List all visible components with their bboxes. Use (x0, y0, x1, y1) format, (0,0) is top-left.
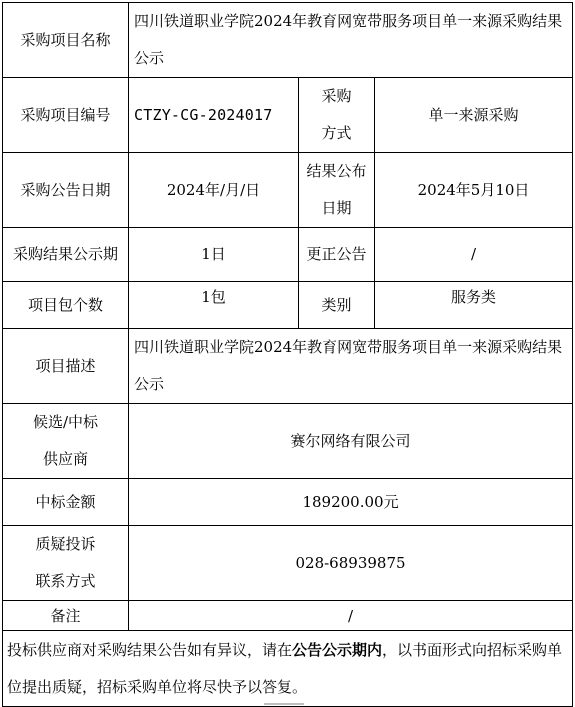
scroll-indicator (264, 703, 304, 705)
purchase-method-value: 单一来源采购 (375, 78, 573, 153)
row-result-period (3, 228, 573, 282)
correction-value: / (375, 228, 573, 282)
result-date-value: 2024年5月10日 (375, 153, 573, 228)
supplier-label-line1: 候选/中标 (32, 413, 99, 431)
project-number-label: 采购项目编号 (3, 78, 129, 153)
package-count-label: 项目包个数 (3, 282, 129, 329)
row-contact (3, 526, 573, 601)
row-notice (3, 631, 573, 707)
contact-label-line2: 联系方式 (35, 572, 96, 590)
announce-date-label: 采购公告日期 (3, 153, 129, 228)
remarks-value: / (129, 601, 573, 631)
row-amount (3, 479, 573, 526)
objection-notice (3, 631, 573, 707)
description-label: 项目描述 (3, 329, 129, 404)
project-number-value: CTZY-CG-2024017 (129, 78, 299, 153)
contact-value: 028-68939875 (129, 526, 573, 601)
row-package-count (3, 282, 573, 329)
purchase-method-label-line1: 采购 (321, 87, 352, 105)
description-value: 四川铁道职业学院2024年教育网宽带服务项目单一来源采购结果公示 (129, 329, 573, 404)
announce-date-value: 2024年/月/日 (129, 153, 299, 228)
package-count-value: 1包 (129, 282, 299, 329)
amount-value: 189200.00元 (129, 479, 573, 526)
amount-label: 中标金额 (3, 479, 129, 526)
purchase-method-label (299, 78, 375, 153)
row-remarks (3, 601, 573, 631)
result-date-label-line2: 日期 (321, 199, 352, 217)
row-announce-date (3, 153, 573, 228)
contact-label (3, 526, 129, 601)
correction-label: 更正公告 (299, 228, 375, 282)
purchase-method-label-line2: 方式 (321, 124, 352, 142)
result-period-label: 采购结果公示期 (3, 228, 129, 282)
row-description (3, 329, 573, 404)
result-date-label-line1: 结果公布 (306, 162, 367, 180)
row-project-number (3, 78, 573, 153)
notice-text-bold: 公告公示期内 (292, 640, 383, 659)
supplier-value: 赛尔网络有限公司 (129, 404, 573, 479)
category-label: 类别 (299, 282, 375, 329)
supplier-label-line2: 供应商 (42, 450, 88, 468)
notice-text-part2: ，以书面形式向招标采购单位提出质疑，招标采购单位将尽快予以答复。 (7, 640, 563, 696)
result-date-label (299, 153, 375, 228)
project-name-label: 采购项目名称 (3, 3, 129, 78)
notice-text-part1: 投标供应商对采购结果公告如有异议，请在 (7, 640, 293, 659)
category-value: 服务类 (375, 282, 573, 329)
procurement-result-table (2, 2, 573, 707)
supplier-label (3, 404, 129, 479)
row-supplier (3, 404, 573, 479)
project-name-value: 四川铁道职业学院2024年教育网宽带服务项目单一来源采购结果公示 (129, 3, 573, 78)
remarks-label: 备注 (3, 601, 129, 631)
contact-label-line1: 质疑投诉 (35, 535, 96, 553)
row-project-name (3, 3, 573, 78)
result-period-value: 1日 (129, 228, 299, 282)
